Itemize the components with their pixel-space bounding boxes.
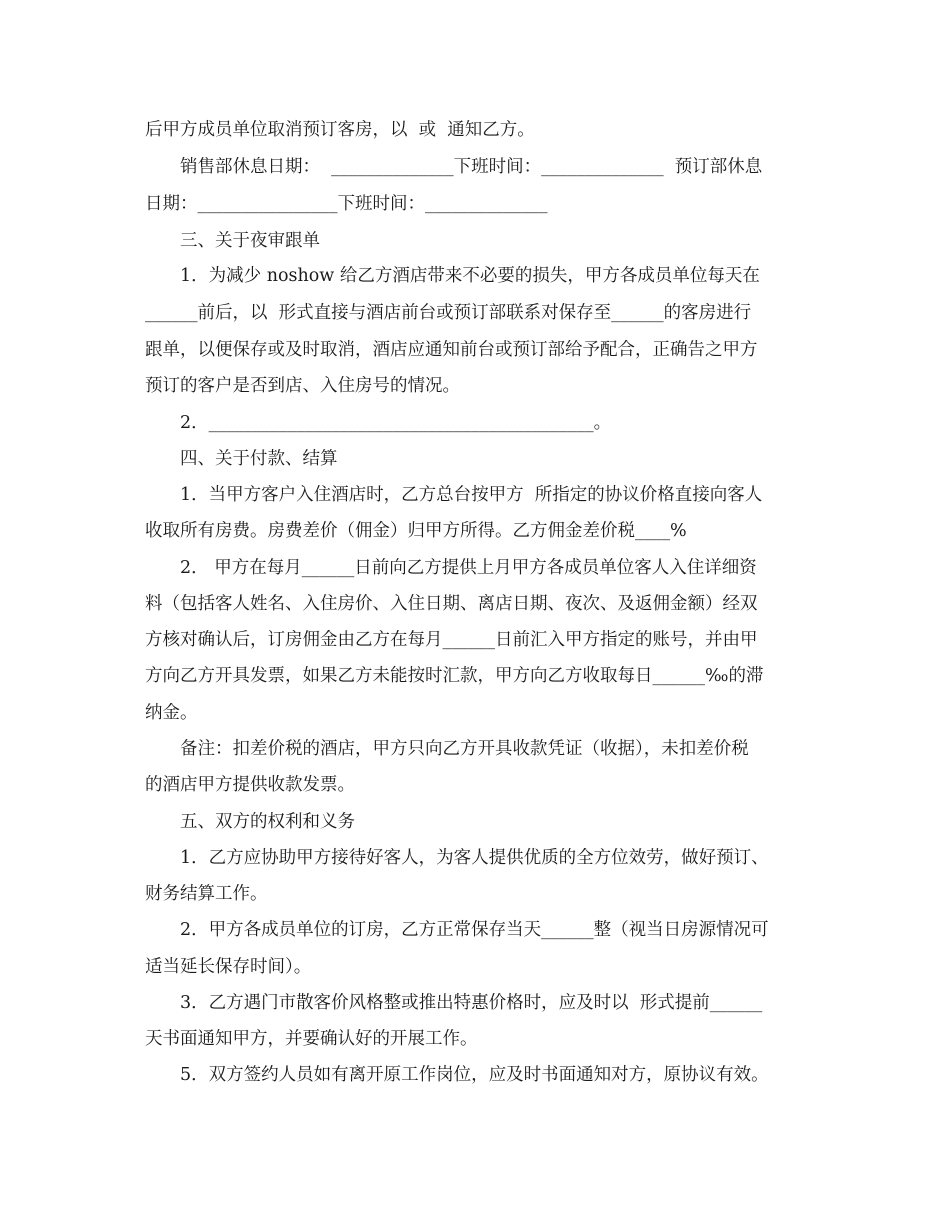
text-line: 日期：________________下班时间：______________ xyxy=(145,194,548,214)
text-line: 1．为减少 noshow 给乙方酒店带来不必要的损失，甲方各成员单位每天在 xyxy=(180,266,760,286)
text-line: 2． 甲方在每月______日前向乙方提供上月甲方各成员单位客人入住详细资 xyxy=(180,558,757,578)
text-line: 3．乙方遇门市散客价风格整或推出特惠价格时，应及时以 形式提前______ xyxy=(180,993,763,1013)
text-line: 跟单，以便保存或及时取消，酒店应通知前台或预订部给予配合，正确告之甲方 xyxy=(145,340,758,360)
text-line: 1．当甲方客户入住酒店时，乙方总台按甲方 所指定的协议价格直接向客人 xyxy=(180,485,763,505)
note-line: 的酒店甲方提供收款发票。 xyxy=(145,775,355,795)
section-heading: 五、双方的权利和义务 xyxy=(180,812,355,832)
text-line: 适当延长保存时间）。 xyxy=(145,957,312,977)
text-line: 5．双方签约人员如有离开原工作岗位，应及时书面通知对方，原协议有效。 xyxy=(180,1065,769,1085)
section-heading: 三、关于夜审跟单 xyxy=(180,231,320,251)
text-line: 1．乙方应协助甲方接待好客人，为客人提供优质的全方位效劳，做好预订、 xyxy=(180,848,769,868)
text-line: ______前后，以 形式直接与酒店前台或预订部联系对保存至______的客房进行 xyxy=(145,303,752,323)
text-line: 2．____________________________________________。 xyxy=(180,413,612,433)
text-line: 方向乙方开具发票，如果乙方未能按时汇款，甲方向乙方收取每日______‰的滞 xyxy=(145,666,764,686)
text-line: 方核对确认后，订房佣金由乙方在每月______日前汇入甲方指定的账号，并由甲 xyxy=(145,630,758,650)
text-line: 后甲方成员单位取消预订客房，以 或 通知乙方。 xyxy=(145,120,535,140)
text-line: 销售部休息日期： ______________下班时间：______________ 预订部休息 xyxy=(180,157,763,177)
text-line: 2．甲方各成员单位的订房，乙方正常保存当天______整（视当日房源情况可 xyxy=(180,920,769,940)
note-line: 备注：扣差价税的酒店，甲方只向乙方开具收款凭证（收据），未扣差价税 xyxy=(180,739,749,759)
text-line: 料（包括客人姓名、入住房价、入住日期、离店日期、夜次、及返佣金额）经双 xyxy=(145,594,758,614)
text-line: 纳金。 xyxy=(145,703,198,723)
section-heading: 四、关于付款、结算 xyxy=(180,449,338,469)
text-line: 天书面通知甲方，并要确认好的开展工作。 xyxy=(145,1029,478,1049)
text-line: 预订的客户是否到店、入住房号的情况。 xyxy=(145,376,460,396)
text-line: 收取所有房费。房费差价（佣金）归甲方所得。乙方佣金差价税____% xyxy=(145,521,687,541)
text-line: 财务结算工作。 xyxy=(145,884,268,904)
